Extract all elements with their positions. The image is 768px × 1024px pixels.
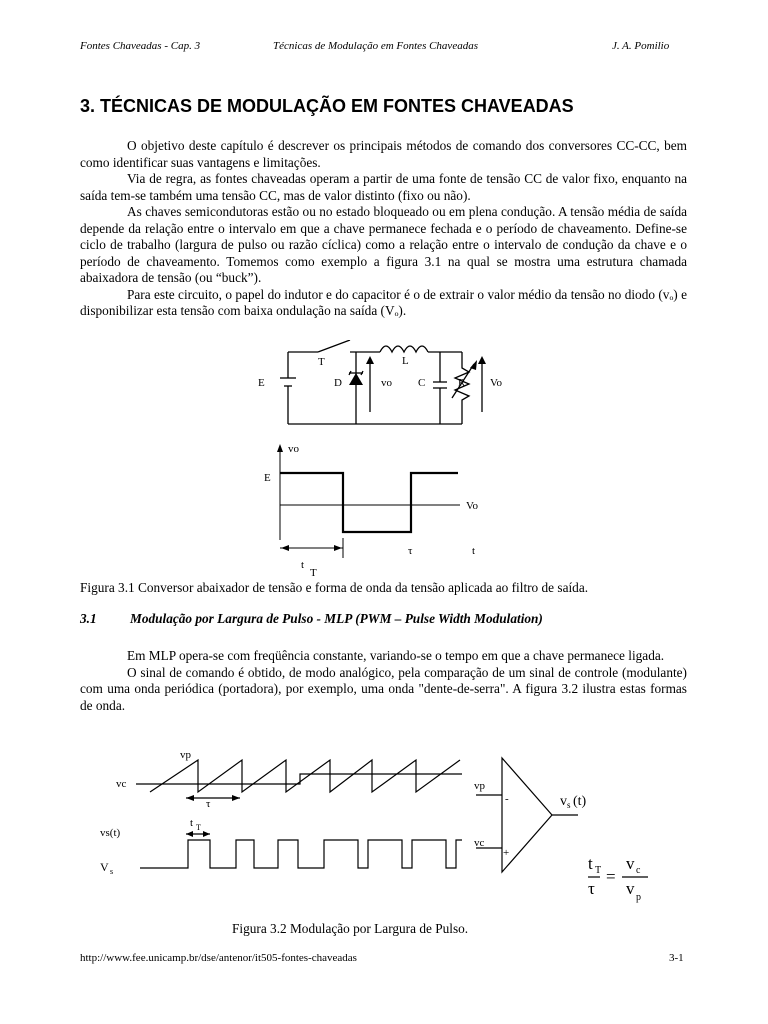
- comp-output-arg: (t): [573, 794, 587, 809]
- figure-3-1: [0, 340, 768, 580]
- comp-input-bottom: vc: [474, 837, 485, 849]
- paragraph: Via de regra, as fontes chaveadas operam a partir de uma fonte de tensão CC de valor fixo, enquanto na saída tem-se também uma tensão CC, mas de valor distinto (fixo ou não).: [80, 171, 687, 203]
- label-output-voltage: Vo: [490, 377, 503, 389]
- label-diode: D: [334, 377, 342, 389]
- figure-3-2-caption: Figura 3.2 Modulação por Largura de Pulso.: [232, 921, 469, 936]
- label-ton-sub: T: [196, 823, 201, 832]
- vo-arrowhead: [366, 356, 374, 364]
- label-source: E: [258, 377, 265, 389]
- label-wave-y: vo: [288, 443, 299, 455]
- ton-arrowhead-right: [334, 545, 342, 551]
- ton-arrowhead-right: [203, 831, 210, 837]
- header-center: Técnicas de Modulação em Fontes Chaveadas: [273, 40, 478, 52]
- comparator: [502, 758, 552, 872]
- paragraph: O objetivo deste capítulo é descrever os principais métodos de comando dos conversores CC-CC, bem como identificar suas vantagens e limitações.: [80, 138, 687, 170]
- label-wave-Vo: Vo: [466, 500, 479, 512]
- formula-num-right-sub: c: [636, 865, 641, 876]
- formula-num-right: v: [626, 854, 635, 873]
- formula-equals: =: [606, 867, 616, 886]
- label-tau: τ: [206, 798, 211, 810]
- label-output-level-sub: s: [110, 867, 114, 876]
- sawtooth-carrier: [150, 760, 460, 792]
- switch-blade: [318, 340, 350, 352]
- label-wave-ton-sub: T: [310, 567, 317, 579]
- label-output-level: V: [100, 860, 109, 874]
- header-right: J. A. Pomilio: [612, 40, 670, 52]
- label-diode-voltage: vo: [381, 377, 392, 389]
- pwm-output: [140, 840, 462, 868]
- label-switch: T: [318, 356, 325, 368]
- label-wave-t: t: [472, 545, 476, 557]
- figure-3-2: [0, 740, 768, 920]
- waveform-vo: [280, 473, 458, 532]
- label-capacitor: C: [418, 377, 426, 389]
- tau-arrowhead-left: [186, 795, 194, 801]
- intro-text: [80, 138, 687, 320]
- ton-arrowhead-left: [186, 831, 193, 837]
- comp-output-sub: s: [567, 800, 571, 810]
- formula-den-right: v: [626, 879, 635, 898]
- paragraph: Para este circuito, o papel do indutor e do capacitor é o de extrair o valor médio da tensão no diodo (vₒ) e disponibilizar esta tensão com baixa ondulação na saída (Vₒ).: [80, 286, 687, 318]
- section-heading: [80, 611, 543, 627]
- footer-url[interactable]: http://www.fee.unicamp.br/dse/antenor/it505-fontes-chaveadas: [80, 952, 357, 964]
- tau-arrowhead-right: [232, 795, 240, 801]
- Vo-arrowhead: [478, 356, 486, 364]
- section-title: Modulação por Largura de Pulso - MLP (PWM – Pulse Width Modulation): [130, 611, 543, 626]
- paragraph: As chaves semicondutoras estão ou no estado bloqueado ou em plena condução. A tensão média de saída depende da relação entre o intervalo em que a chave permanece fechada e o período de chaveamento. Define-se ciclo de trabalho (largura de pulso ou razão cíclica) como a relação entre o intervalo de condução da chave e o período de chaveamento. Tomemos como exemplo a figura 3.1 na qual se mostra uma estrutura chamada abaixadora de tensão (ou “buck”).: [80, 204, 687, 285]
- figure-3-1-caption: Figura 3.1 Conversor abaixador de tensão e forma de onda da tensão aplicada ao filtro de saída.: [80, 580, 589, 595]
- comp-input-top: vp: [474, 780, 485, 792]
- label-control: vc: [116, 778, 127, 790]
- label-inductor: L: [402, 355, 409, 367]
- label-wave-tau: τ: [408, 545, 413, 557]
- comp-output: v: [560, 794, 567, 809]
- section-number: 3.1: [80, 611, 97, 626]
- page-number: 3-1: [669, 952, 684, 964]
- paragraph: O sinal de comando é obtido, de modo analógico, pela comparação de um sinal de controle (modulante) com uma onda periódica (portadora), por exemplo, uma onda "dente-de-serra". A figura 3.2 ilustra estas formas de onda.: [80, 664, 687, 713]
- comp-minus: -: [505, 793, 509, 805]
- header-left: Fontes Chaveadas - Cap. 3: [80, 40, 201, 52]
- label-wave-E: E: [264, 472, 271, 484]
- section-text: [80, 648, 687, 714]
- label-resistor: R: [458, 377, 466, 389]
- label-wave-ton: t: [301, 559, 305, 571]
- paragraph: Em MLP opera-se com freqüência constante, variando-se o tempo em que a chave permanece ligada.: [127, 648, 665, 663]
- y-axis-arrowhead: [277, 444, 283, 452]
- formula-num-left: t: [588, 854, 593, 873]
- formula-num-left-sub: T: [595, 865, 602, 876]
- label-carrier: vp: [180, 749, 191, 761]
- inductor: [380, 346, 428, 352]
- formula-den-left: τ: [588, 879, 595, 898]
- label-output: vs(t): [100, 827, 121, 839]
- label-ton: t: [190, 817, 194, 829]
- ton-arrowhead-left: [281, 545, 289, 551]
- formula-den-right-sub: p: [636, 892, 641, 903]
- comp-plus: +: [503, 847, 510, 859]
- chapter-title: 3. TÉCNICAS DE MODULAÇÃO EM FONTES CHAVEADAS: [80, 96, 574, 116]
